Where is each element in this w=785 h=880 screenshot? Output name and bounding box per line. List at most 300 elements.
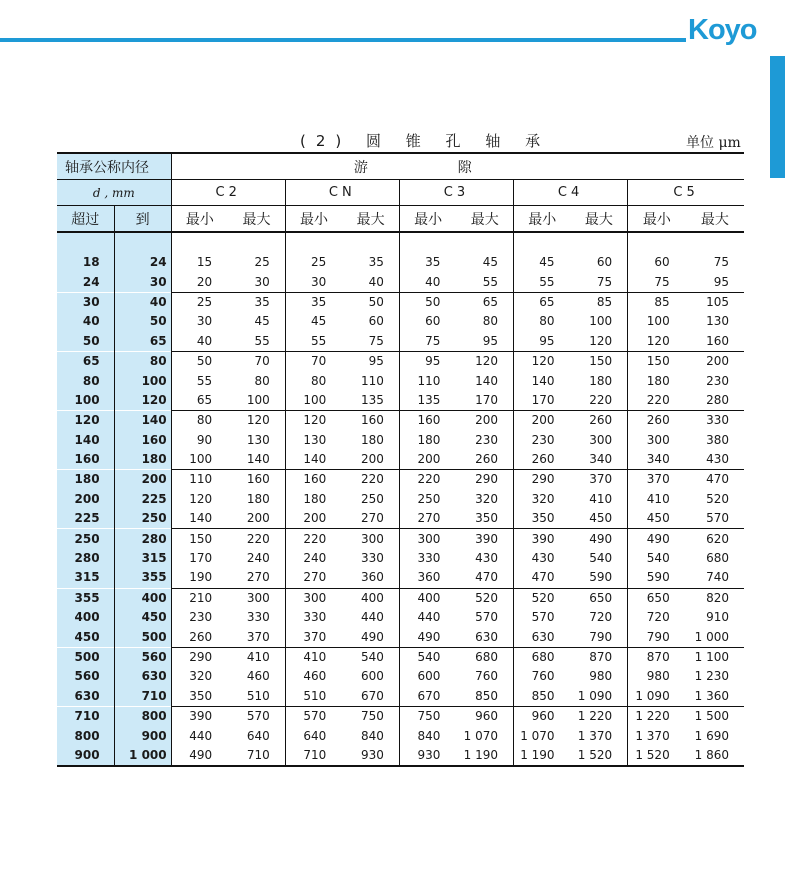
clearance-max-cell: 180 [246, 491, 270, 506]
clearance-max-cell: 240 [246, 551, 270, 566]
clearance-min-cell: 85 [628, 292, 686, 312]
clearance-max-cell: 45 [254, 314, 270, 329]
clearance-max-cell: 930 [342, 746, 399, 766]
clearance-max-cell: 330 [686, 411, 744, 431]
clearance-max-cell: 250 [360, 491, 384, 506]
clearance-min-cell: 490 [628, 529, 686, 549]
clearance-min-cell: 670 [399, 687, 456, 707]
clearance-max-cell: 100 [589, 314, 613, 329]
bore-incl-cell: 140 [114, 411, 171, 431]
clearance-max-cell: 180 [360, 432, 384, 447]
clearance-min-cell: 300 [285, 588, 342, 608]
clearance-max-cell: 430 [706, 452, 729, 467]
bore-over-cell: 630 [57, 687, 114, 707]
clearance-min-cell: 75 [399, 332, 456, 352]
clearance-min-cell: 540 [399, 647, 456, 667]
bore-over-cell: 800 [57, 726, 114, 745]
table-row [57, 450, 744, 470]
clearance-min-cell: 55 [285, 332, 342, 352]
clearance-min-cell: 850 [514, 687, 571, 707]
bore-over-cell: 710 [57, 706, 114, 726]
clearance-max-cell: 200 [246, 511, 270, 526]
min-header: 最小 [171, 206, 228, 233]
bore-incl-cell: 100 [114, 371, 171, 390]
class-header-c5: C5 [628, 180, 744, 206]
clearance-min-cell: 630 [514, 627, 571, 647]
table-row [57, 687, 744, 707]
table-row [57, 588, 744, 608]
clearance-max-cell: 460 [246, 669, 270, 684]
clearance-min-cell: 100 [285, 391, 342, 411]
clearance-max-cell: 510 [246, 688, 270, 703]
clearance-max-cell: 35 [228, 292, 285, 312]
clearance-max-cell: 570 [706, 511, 729, 526]
clearance-min-cell: 240 [285, 549, 342, 568]
clearance-max-cell: 350 [475, 511, 498, 526]
table-row [57, 608, 744, 627]
bore-incl-cell: 120 [114, 391, 171, 411]
max-header: 最大 [228, 206, 285, 233]
clearance-min-cell: 25 [171, 292, 228, 312]
clearance-max-cell: 260 [475, 452, 498, 467]
clearance-max-cell: 140 [475, 373, 498, 388]
clearance-max-cell: 320 [475, 491, 498, 506]
clearance-max-cell: 630 [475, 629, 498, 644]
clearance-min-cell: 270 [399, 509, 456, 529]
clearance-min-cell: 140 [285, 450, 342, 470]
clearance-max-cell: 95 [713, 274, 729, 289]
clearance-min-cell: 170 [514, 391, 571, 411]
bore-incl-cell: 65 [114, 332, 171, 352]
bore-incl-cell: 500 [114, 627, 171, 647]
clearance-min-cell: 400 [399, 588, 456, 608]
clearance-min-cell: 470 [514, 568, 571, 588]
clearance-max-cell: 280 [706, 392, 729, 407]
clearance-max-cell: 590 [589, 570, 613, 585]
clearance-min-cell: 490 [171, 746, 228, 766]
clearance-max-cell: 360 [360, 570, 384, 585]
clearance-min-cell: 35 [399, 253, 456, 272]
table-row [57, 726, 744, 745]
clearance-max-cell: 410 [228, 647, 285, 667]
clearance-max-cell: 1 000 [694, 629, 729, 644]
bore-over-cell: 160 [57, 450, 114, 470]
clearance-min-cell: 40 [399, 272, 456, 292]
clearance-min-cell: 180 [285, 490, 342, 509]
clearance-max-cell: 200 [456, 411, 513, 431]
clearance-max-cell: 110 [360, 373, 384, 388]
bore-incl-cell: 40 [114, 292, 171, 312]
clearance-min-cell: 120 [514, 351, 571, 371]
table-title: (2) 圆 锥 孔 轴 承 [300, 132, 551, 150]
clearance-min-cell: 1 370 [628, 726, 686, 745]
clearance-max-cell: 1 090 [577, 688, 613, 703]
clearance-max-cell: 620 [686, 529, 744, 549]
clearance-min-cell: 75 [628, 272, 686, 292]
clearance-max-cell: 1 500 [686, 706, 744, 726]
bore-over-cell: 315 [57, 568, 114, 588]
clearance-min-cell: 80 [514, 312, 571, 331]
clearance-min-cell: 260 [628, 411, 686, 431]
clearance-min-cell: 1 220 [628, 706, 686, 726]
clearance-table [57, 152, 744, 767]
clearance-max-cell: 960 [456, 706, 513, 726]
clearance-min-cell: 300 [399, 529, 456, 549]
table-row [57, 431, 744, 450]
brand-logo: Koyo [688, 14, 757, 46]
clearance-max-cell: 840 [360, 728, 384, 743]
clearance-min-cell: 570 [285, 706, 342, 726]
clearance-max-cell: 220 [228, 529, 285, 549]
clearance-max-cell: 650 [571, 588, 628, 608]
clearance-max-cell: 520 [456, 588, 513, 608]
clearance-max-cell: 120 [589, 333, 613, 348]
clearance-max-cell: 710 [228, 746, 285, 766]
clearance-max-cell: 120 [228, 411, 285, 431]
table-row [57, 272, 744, 292]
clearance-max-cell: 340 [589, 452, 613, 467]
class-header-c3: C3 [399, 180, 513, 206]
clearance-min-cell: 290 [514, 470, 571, 490]
bore-over-cell: 50 [57, 332, 114, 352]
clearance-min-cell: 220 [399, 470, 456, 490]
min-header: 最小 [628, 206, 686, 233]
clearance-min-cell: 320 [171, 667, 228, 686]
clearance-min-cell: 100 [628, 312, 686, 331]
clearance-min-cell: 760 [514, 667, 571, 686]
clearance-max-cell: 120 [456, 351, 513, 371]
clearance-max-cell: 370 [246, 629, 270, 644]
clearance-min-cell: 600 [399, 667, 456, 686]
clearance-min-cell: 350 [514, 509, 571, 529]
clearance-max-cell: 570 [475, 610, 498, 625]
min-max-header-row [57, 206, 744, 233]
clearance-min-cell: 200 [399, 450, 456, 470]
clearance-max-cell: 130 [706, 314, 729, 329]
clearance-min-cell: 70 [285, 351, 342, 371]
clearance-min-cell: 110 [399, 371, 456, 390]
clearance-min-cell: 250 [399, 490, 456, 509]
clearance-max-cell: 230 [475, 432, 498, 447]
bore-over-cell: 80 [57, 371, 114, 390]
clearance-max-cell: 30 [254, 274, 270, 289]
bore-incl-cell: 315 [114, 549, 171, 568]
clearance-min-cell: 330 [399, 549, 456, 568]
clearance-min-cell: 350 [171, 687, 228, 707]
clearance-max-cell: 450 [589, 511, 613, 526]
clearance-min-cell: 430 [514, 549, 571, 568]
clearance-header: 游隙 [171, 153, 744, 180]
clearance-max-cell: 85 [571, 292, 628, 312]
clearance-max-cell: 95 [482, 333, 498, 348]
bore-over-cell: 65 [57, 351, 114, 371]
clearance-max-cell: 220 [589, 392, 613, 407]
clearance-max-cell: 95 [342, 351, 399, 371]
max-header: 最大 [571, 206, 628, 233]
clearance-min-cell: 80 [171, 411, 228, 431]
table-row [57, 509, 744, 529]
clearance-min-cell: 15 [171, 253, 228, 272]
clearance-max-cell: 520 [706, 491, 729, 506]
clearance-min-cell: 1 090 [628, 687, 686, 707]
table-row [57, 411, 744, 431]
max-header: 最大 [342, 206, 399, 233]
clearance-max-cell: 35 [368, 255, 384, 270]
table-row [57, 568, 744, 588]
clearance-min-cell: 590 [628, 568, 686, 588]
clearance-max-cell: 750 [342, 706, 399, 726]
clearance-max-cell: 150 [571, 351, 628, 371]
clearance-min-cell: 140 [171, 509, 228, 529]
clearance-min-cell: 95 [514, 332, 571, 352]
bore-over-cell: 180 [57, 470, 114, 490]
clearance-max-cell: 1 690 [694, 728, 729, 743]
clearance-min-cell: 570 [514, 608, 571, 627]
clearance-min-cell: 720 [628, 608, 686, 627]
clearance-min-cell: 210 [171, 588, 228, 608]
table-row [57, 371, 744, 390]
clearance-min-cell: 540 [628, 549, 686, 568]
clearance-min-cell: 50 [171, 351, 228, 371]
clearance-min-cell: 410 [628, 490, 686, 509]
clearance-min-cell: 260 [514, 450, 571, 470]
class-header-c4: C4 [514, 180, 628, 206]
clearance-min-cell: 460 [285, 667, 342, 686]
clearance-max-cell: 980 [589, 669, 613, 684]
bore-incl-cell: 80 [114, 351, 171, 371]
clearance-min-cell: 120 [171, 490, 228, 509]
clearance-min-cell: 320 [514, 490, 571, 509]
clearance-min-cell: 55 [171, 371, 228, 390]
max-header: 最大 [686, 206, 744, 233]
bore-incl-cell: 710 [114, 687, 171, 707]
clearance-min-cell: 220 [285, 529, 342, 549]
clearance-max-cell: 470 [686, 470, 744, 490]
clearance-max-cell: 370 [571, 470, 628, 490]
min-header: 最小 [514, 206, 571, 233]
table-row [57, 746, 744, 766]
clearance-min-cell: 65 [514, 292, 571, 312]
clearance-max-cell: 330 [360, 551, 384, 566]
clearance-min-cell: 170 [171, 549, 228, 568]
clearance-max-cell: 80 [254, 373, 270, 388]
bore-incl-cell: 280 [114, 529, 171, 549]
clearance-min-cell: 650 [628, 588, 686, 608]
clearance-max-cell: 1 190 [456, 746, 513, 766]
bore-over-cell: 500 [57, 647, 114, 667]
clearance-min-cell: 30 [285, 272, 342, 292]
clearance-max-cell: 75 [596, 274, 613, 289]
clearance-max-cell: 65 [456, 292, 513, 312]
clearance-max-cell: 200 [360, 452, 384, 467]
clearance-min-cell: 30 [171, 312, 228, 331]
bore-incl-cell: 1 000 [114, 746, 171, 766]
bore-over-cell: 560 [57, 667, 114, 686]
clearance-min-cell: 160 [399, 411, 456, 431]
bore-over-cell: 24 [57, 272, 114, 292]
clearance-min-cell: 510 [285, 687, 342, 707]
table-row [57, 529, 744, 549]
clearance-min-cell: 230 [514, 431, 571, 450]
clearance-min-cell: 260 [171, 627, 228, 647]
clearance-min-cell: 160 [285, 470, 342, 490]
bore-over-cell: 30 [57, 292, 114, 312]
clearance-max-cell: 270 [246, 570, 270, 585]
header-rule [0, 38, 686, 42]
clearance-max-cell: 220 [342, 470, 399, 490]
clearance-max-cell: 470 [475, 570, 498, 585]
clearance-min-cell: 130 [285, 431, 342, 450]
clearance-min-cell: 110 [171, 470, 228, 490]
clearance-min-cell: 50 [399, 292, 456, 312]
clearance-min-cell: 490 [399, 627, 456, 647]
clearance-max-cell: 55 [254, 333, 270, 348]
clearance-max-cell: 60 [596, 255, 613, 270]
clearance-min-cell: 790 [628, 627, 686, 647]
table-row [57, 332, 744, 352]
clearance-max-cell: 60 [368, 314, 384, 329]
bore-incl-cell: 50 [114, 312, 171, 331]
bore-incl-cell: 180 [114, 450, 171, 470]
unit-label: 单位 μm [686, 135, 741, 151]
table-row [57, 312, 744, 331]
clearance-min-cell: 680 [514, 647, 571, 667]
clearance-min-cell: 200 [285, 509, 342, 529]
clearance-max-cell: 1 220 [571, 706, 628, 726]
bore-incl-cell: 200 [114, 470, 171, 490]
bore-over-cell: 200 [57, 490, 114, 509]
bore-incl-cell: 900 [114, 726, 171, 745]
clearance-max-cell: 490 [571, 529, 628, 549]
bore-incl-cell: 400 [114, 588, 171, 608]
clearance-min-cell: 55 [514, 272, 571, 292]
clearance-min-cell: 100 [171, 450, 228, 470]
clearance-max-cell: 390 [456, 529, 513, 549]
bore-incl-cell: 24 [114, 253, 171, 272]
clearance-max-cell: 440 [360, 610, 384, 625]
clearance-max-cell: 380 [706, 432, 729, 447]
clearance-max-cell: 300 [589, 432, 613, 447]
clearance-min-cell: 750 [399, 706, 456, 726]
clearance-min-cell: 35 [285, 292, 342, 312]
clearance-max-cell: 1 860 [686, 746, 744, 766]
clearance-min-cell: 450 [628, 509, 686, 529]
table-row [57, 627, 744, 647]
bore-incl-cell: 250 [114, 509, 171, 529]
clearance-max-cell: 100 [246, 392, 270, 407]
bore-incl-cell: 160 [114, 431, 171, 450]
clearance-min-cell: 150 [171, 529, 228, 549]
clearance-min-cell: 340 [628, 450, 686, 470]
min-header: 最小 [399, 206, 456, 233]
table-row [57, 470, 744, 490]
clearance-min-cell: 150 [628, 351, 686, 371]
clearance-max-cell: 430 [475, 551, 498, 566]
bore-over-cell: 225 [57, 509, 114, 529]
incl-header: 到 [114, 206, 171, 233]
clearance-min-cell: 710 [285, 746, 342, 766]
clearance-max-cell: 45 [482, 255, 498, 270]
table-row [57, 647, 744, 667]
clearance-max-cell: 1 520 [571, 746, 628, 766]
clearance-min-cell: 180 [628, 371, 686, 390]
clearance-max-cell: 260 [571, 411, 628, 431]
clearance-min-cell: 520 [514, 588, 571, 608]
clearance-max-cell: 160 [342, 411, 399, 431]
clearance-min-cell: 330 [285, 608, 342, 627]
table-body [57, 232, 744, 766]
clearance-min-cell: 390 [171, 706, 228, 726]
clearance-max-cell: 1 070 [463, 728, 498, 743]
clearance-max-cell: 270 [360, 511, 384, 526]
bore-incl-cell: 355 [114, 568, 171, 588]
clearance-min-cell: 840 [399, 726, 456, 745]
table-row [57, 253, 744, 272]
clearance-max-cell: 25 [254, 255, 270, 270]
clearance-min-cell: 290 [171, 647, 228, 667]
clearance-min-cell: 135 [399, 391, 456, 411]
table-row [57, 490, 744, 509]
clearance-max-cell: 740 [706, 570, 729, 585]
bore-over-cell: 40 [57, 312, 114, 331]
table-row [57, 706, 744, 726]
bore-over-cell: 400 [57, 608, 114, 627]
bore-over-cell: 280 [57, 549, 114, 568]
clearance-max-cell: 540 [342, 647, 399, 667]
clearance-max-cell: 1 230 [694, 669, 729, 684]
clearance-max-cell: 75 [713, 255, 729, 270]
clearance-min-cell: 640 [285, 726, 342, 745]
max-header: 最大 [456, 206, 513, 233]
clearance-min-cell: 300 [628, 431, 686, 450]
clearance-max-cell: 135 [360, 392, 384, 407]
clearance-max-cell: 230 [706, 373, 729, 388]
clearance-max-cell: 570 [228, 706, 285, 726]
min-header: 最小 [285, 206, 342, 233]
clearance-min-cell: 120 [628, 332, 686, 352]
clearance-max-cell: 290 [456, 470, 513, 490]
clearance-max-cell: 140 [246, 452, 270, 467]
clearance-max-cell: 760 [475, 669, 498, 684]
clearance-min-cell: 360 [399, 568, 456, 588]
clearance-min-cell: 45 [514, 253, 571, 272]
side-tab-marker [770, 56, 785, 178]
clearance-min-cell: 870 [628, 647, 686, 667]
clearance-max-cell: 200 [686, 351, 744, 371]
clearance-max-cell: 850 [475, 688, 498, 703]
clearance-max-cell: 50 [342, 292, 399, 312]
clearance-min-cell: 1 070 [514, 726, 571, 745]
clearance-max-cell: 820 [686, 588, 744, 608]
clearance-max-cell: 910 [706, 610, 729, 625]
over-header: 超过 [57, 206, 114, 233]
clearance-max-cell: 870 [571, 647, 628, 667]
clearance-min-cell: 40 [171, 332, 228, 352]
clearance-max-cell: 40 [368, 274, 384, 289]
spacer-row [57, 232, 744, 253]
bore-over-cell: 140 [57, 431, 114, 450]
clearance-max-cell: 680 [706, 551, 729, 566]
clearance-max-cell: 170 [475, 392, 498, 407]
clearance-max-cell: 80 [482, 314, 498, 329]
clearance-min-cell: 60 [399, 312, 456, 331]
clearance-max-cell: 680 [456, 647, 513, 667]
clearance-min-cell: 370 [628, 470, 686, 490]
clearance-max-cell: 75 [368, 333, 384, 348]
clearance-max-cell: 160 [706, 333, 729, 348]
clearance-min-cell: 960 [514, 706, 571, 726]
bore-incl-cell: 800 [114, 706, 171, 726]
